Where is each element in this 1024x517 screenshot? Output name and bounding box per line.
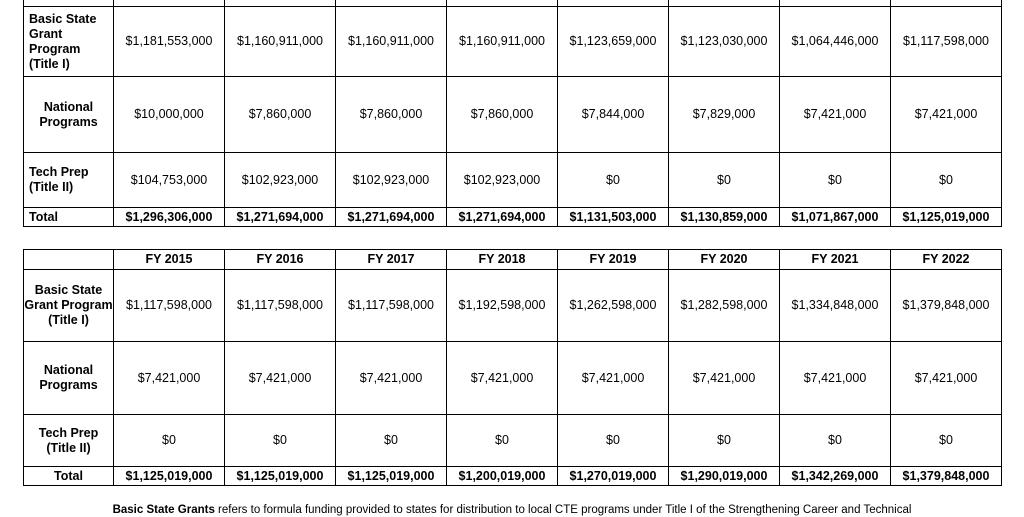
table-cell: $7,421,000 <box>891 342 1002 415</box>
table-header-row <box>24 250 1002 270</box>
table-cell: $1,160,911,000 <box>336 7 447 77</box>
table-cell: $1,117,598,000 <box>336 270 447 342</box>
table-cell: $1,160,911,000 <box>447 7 558 77</box>
row-label: National Programs <box>24 77 114 153</box>
table-cell: $1,071,867,000 <box>780 208 891 227</box>
header-cell: FY 2020 <box>669 250 780 270</box>
table-cell: $7,421,000 <box>114 342 225 415</box>
table-row <box>24 415 1002 467</box>
table-cell: $1,270,019,000 <box>558 467 669 486</box>
footnote-term: Basic State Grants <box>112 504 215 516</box>
table-cell: $102,923,000 <box>447 153 558 208</box>
table-row <box>24 342 1002 415</box>
table-cell: $1,342,269,000 <box>780 467 891 486</box>
table-cell: $1,334,848,000 <box>780 270 891 342</box>
table-cell: $7,421,000 <box>336 342 447 415</box>
table-cell: $7,860,000 <box>336 77 447 153</box>
table-cell: $1,125,019,000 <box>891 208 1002 227</box>
header-cell: FY 2022 <box>891 250 1002 270</box>
table-cell: $7,829,000 <box>669 77 780 153</box>
row-label: National Programs <box>24 342 114 415</box>
table-cell: $10,000,000 <box>114 77 225 153</box>
table-cell: $1,271,694,000 <box>336 208 447 227</box>
table-row <box>24 77 1002 153</box>
table-cell: $7,421,000 <box>669 342 780 415</box>
row-label: Tech Prep (Title II) <box>24 415 114 467</box>
table-cell: $1,064,446,000 <box>780 7 891 77</box>
table-cell: $1,125,019,000 <box>225 467 336 486</box>
table-cell: $1,200,019,000 <box>447 467 558 486</box>
table-row <box>24 153 1002 208</box>
table-cell: $0 <box>780 415 891 467</box>
table-cell: $0 <box>447 415 558 467</box>
table-cell: $0 <box>669 415 780 467</box>
table-cell: $1,125,019,000 <box>336 467 447 486</box>
table-cell: $1,290,019,000 <box>669 467 780 486</box>
footnote-text: refers to formula funding provided to states for distribution to local CTE programs under Title I of the Strengthening Career and Technical <box>214 504 912 516</box>
header-cell: FY 2017 <box>336 250 447 270</box>
table-cell: $7,421,000 <box>780 342 891 415</box>
table-cell: $7,860,000 <box>447 77 558 153</box>
table-cell: $1,117,598,000 <box>891 7 1002 77</box>
table-cell: $1,282,598,000 <box>669 270 780 342</box>
table-cell: $1,123,030,000 <box>669 7 780 77</box>
total-row <box>24 208 1002 227</box>
table-cell: $7,844,000 <box>558 77 669 153</box>
row-label: Tech Prep (Title II) <box>24 153 114 208</box>
table-row <box>24 7 1002 77</box>
table-cell: $0 <box>780 153 891 208</box>
table-cell: $1,262,598,000 <box>558 270 669 342</box>
table-cell: $1,271,694,000 <box>447 208 558 227</box>
header-cell: FY 2018 <box>447 250 558 270</box>
table-cell: $104,753,000 <box>114 153 225 208</box>
table-cell: $1,117,598,000 <box>225 270 336 342</box>
header-cell: FY 2016 <box>225 250 336 270</box>
table-cell: $0 <box>669 153 780 208</box>
table-cell: $1,125,019,000 <box>114 467 225 486</box>
header-cell: FY 2021 <box>780 250 891 270</box>
table-cell: $1,192,598,000 <box>447 270 558 342</box>
table-cell: $102,923,000 <box>225 153 336 208</box>
table-cell: $0 <box>891 153 1002 208</box>
funding-table-fy2007-2014 <box>23 0 1002 227</box>
header-cell: FY 2019 <box>558 250 669 270</box>
table-cell: $7,421,000 <box>447 342 558 415</box>
table-cell: $0 <box>225 415 336 467</box>
table-cell: $1,181,553,000 <box>114 7 225 77</box>
row-label: Total <box>24 208 114 227</box>
row-label: Basic State Grant Program (Title I) <box>24 7 114 77</box>
table-cell: $7,421,000 <box>780 77 891 153</box>
table-cell: $0 <box>558 153 669 208</box>
footnote <box>0 503 1024 517</box>
table-cell: $102,923,000 <box>336 153 447 208</box>
table-cell: $0 <box>891 415 1002 467</box>
table-row <box>24 270 1002 342</box>
table-cell: $0 <box>336 415 447 467</box>
table-cell: $1,131,503,000 <box>558 208 669 227</box>
table-cell: $1,117,598,000 <box>114 270 225 342</box>
header-corner <box>24 250 114 270</box>
table-cell: $0 <box>114 415 225 467</box>
table-cell: $1,160,911,000 <box>225 7 336 77</box>
table-cell: $7,860,000 <box>225 77 336 153</box>
table-cell: $7,421,000 <box>225 342 336 415</box>
total-row <box>24 467 1002 486</box>
table-cell: $1,379,848,000 <box>891 270 1002 342</box>
table-cell: $7,421,000 <box>558 342 669 415</box>
table-cell: $1,130,859,000 <box>669 208 780 227</box>
table-cell: $7,421,000 <box>891 77 1002 153</box>
table-cell: $1,296,306,000 <box>114 208 225 227</box>
row-label: Total <box>24 467 114 486</box>
header-cell: FY 2015 <box>114 250 225 270</box>
table-cell: $1,271,694,000 <box>225 208 336 227</box>
table-cell: $0 <box>558 415 669 467</box>
funding-table-fy2015-2022 <box>23 249 1002 486</box>
table-cell: $1,379,848,000 <box>891 467 1002 486</box>
row-label: Basic State Grant Program (Title I) <box>24 270 114 342</box>
table-cell: $1,123,659,000 <box>558 7 669 77</box>
